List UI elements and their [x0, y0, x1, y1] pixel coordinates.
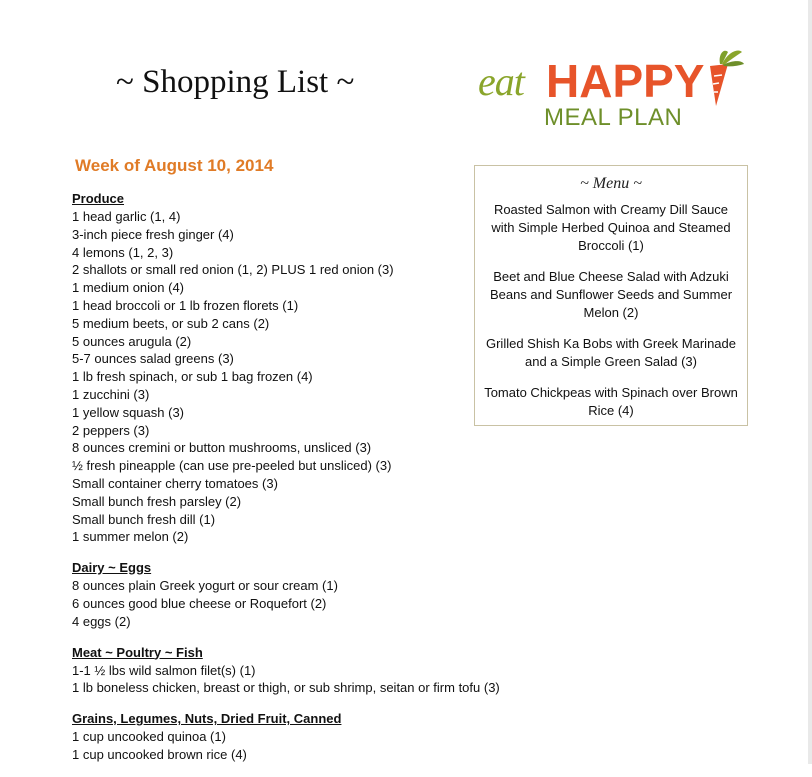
logo-happy-text: HAPPY [546, 55, 705, 107]
list-item: 1 head garlic (1, 4) [72, 209, 181, 224]
list-item: 2 shallots or small red onion (1, 2) PLUS 1 red onion (3) [72, 262, 394, 278]
produce-section [72, 190, 542, 546]
meat-poultry-fish-section [72, 644, 542, 698]
list-item: 1 lb boneless chicken, breast or thigh, or sub shrimp, seitan or firm tofu (3) [72, 680, 500, 696]
carrot-icon [698, 46, 748, 108]
list-item: 2 peppers (3) [72, 422, 150, 438]
menu-title: ~ Menu ~ [580, 175, 642, 192]
dairy-eggs-section [72, 559, 542, 630]
list-item: Small bunch fresh dill (1) [72, 511, 216, 527]
menu-item: Tomato Chickpeas with Spinach over Brown Rice (4) [484, 385, 738, 418]
list-item: 1 head broccoli or 1 lb frozen florets (1) [72, 297, 299, 313]
menu-box [474, 165, 748, 426]
list-item: Small bunch fresh parsley (2) [72, 493, 242, 509]
section-heading: Meat ~ Poultry ~ Fish [72, 644, 203, 660]
list-item: 5 ounces arugula (2) [72, 333, 192, 349]
list-item: 3-inch piece fresh ginger (4) [72, 226, 234, 242]
list-item: 1 lb fresh spinach, or sub 1 bag frozen (4) [72, 369, 313, 385]
list-item: 8 ounces plain Greek yogurt or sour cream (1) [72, 578, 338, 594]
list-item: 1 medium onion (4) [72, 280, 184, 296]
logo-eat-text: eat [478, 59, 524, 104]
section-heading: Dairy ~ Eggs [72, 560, 152, 576]
list-item: 4 eggs (2) [72, 613, 131, 629]
list-item: 1 yellow squash (3) [72, 404, 184, 420]
logo-meal-plan-text: MEAL PLAN [544, 104, 683, 131]
list-item: Small container cherry tomatoes (3) [72, 475, 278, 491]
menu-item: Roasted Salmon with Creamy Dill Sauce with Simple Herbed Quinoa and Steamed Broccoli (1) [491, 202, 731, 253]
menu-item: Beet and Blue Cheese Salad with Adzuki Beans and Sunflower Seeds and Summer Melon (2) [489, 269, 733, 320]
menu-item: Grilled Shish Ka Bobs with Greek Marinade and a Simple Green Salad (3) [485, 336, 736, 369]
grains-legumes-section [72, 710, 542, 764]
list-item: 5 medium beets, or sub 2 cans (2) [72, 315, 270, 331]
list-item: 5-7 ounces salad greens (3) [72, 351, 234, 367]
section-heading: Produce [72, 191, 125, 206]
list-item: 4 lemons (1, 2, 3) [72, 244, 174, 260]
list-item: 1-1 ½ lbs wild salmon filet(s) (1) [72, 662, 256, 678]
shopping-list [72, 190, 542, 777]
list-item: 1 zucchini (3) [72, 386, 150, 402]
list-item: 1 cup uncooked brown rice (4) [72, 746, 247, 762]
list-item: 1 cup uncooked quinoa (1) [72, 729, 226, 745]
list-item: 1 summer melon (2) [72, 529, 189, 545]
list-item: 6 ounces good blue cheese or Roquefort (2) [72, 595, 327, 611]
page-edge [808, 0, 812, 764]
section-heading: Grains, Legumes, Nuts, Dried Fruit, Canned [72, 711, 342, 727]
eat-happy-logo [476, 46, 756, 138]
list-item: ½ fresh pineapple (can use pre-peeled but unsliced) (3) [72, 458, 392, 474]
list-item: 8 ounces cremini or button mushrooms, unsliced (3) [72, 440, 372, 456]
page-title: ~ Shopping List ~ [116, 64, 355, 100]
week-of-date: Week of August 10, 2014 [75, 156, 274, 175]
